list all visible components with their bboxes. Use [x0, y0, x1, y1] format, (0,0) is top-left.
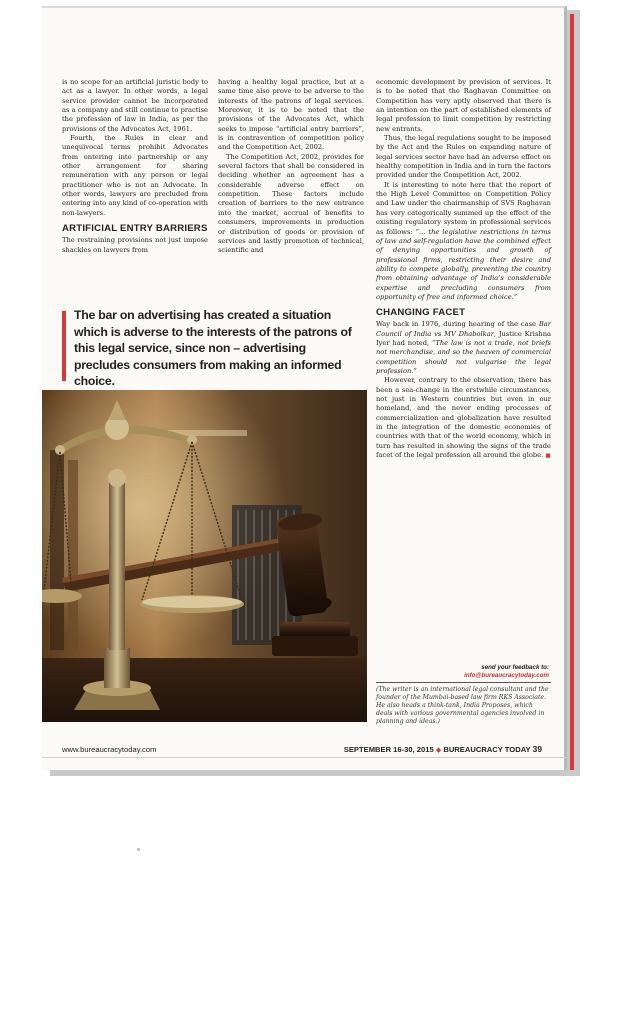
case-name: Bar Council of India vs MV Dhabolkar [376, 320, 551, 338]
article-column-3 [376, 78, 551, 461]
pull-quote [62, 307, 354, 388]
col3-paragraph-4-b: , Justice Krishna Iyer had noted, [376, 329, 551, 347]
col3-paragraph-4-a: Way back in 1976, during hearing of the case [376, 320, 539, 329]
col1-paragraph-2: Fourth, the Rules in clear and unequivocal terms prohibit Advocates from entering into partnership or any other arrangement for sharing remuneration with any person or legal practitioner who is not an Advocate. In other words, lawyers are precluded from entering into any kind of co-operation with non-lawyers. [62, 134, 208, 217]
pull-quote-text: The bar on advertising has created a situation which is adverse to the interests of the patrons of this legal service, since non – advertising precludes consumers from making an informed choice. [74, 308, 352, 388]
footer-date: SEPTEMBER 16-30, 2015 [343, 745, 434, 754]
bio-divider [376, 682, 551, 683]
col1-paragraph-3: The restraining provisions not just impose shackles on lawyers from [62, 236, 208, 254]
footer-magazine-name: BUREAUCRACY TODAY [443, 745, 531, 754]
col2-paragraph-2: The Competition Act, 2002, provides for several factors that shall be considered in deciding whether an agreement has a considerable adverse effect on competition. These factors include creation of barriers to the new entrance into the market, accrual of benefits to consumers, improvements in production or distribution of goods or provision of services and lastly promotion of technical, scientific and [218, 152, 364, 255]
col3-paragraph-5-text: However, contrary to the observation, there has been a sea-change in the erstwhile circumstances, not just in Western countries but even in our homeland, and the never ending processes of commercialization and globalization have resulted in the integration of the domestic economies of countries with that of the world economy, which in turn has resulted in showing the signs of the trade facet of the legal profession all around the globe. [376, 376, 551, 460]
feedback-label: send your feedback to: [481, 664, 549, 671]
col3-paragraph-3-lead: It is interesting to note here that the report of the High Level Committee on Competition Policy and Law under the chairmanship of SVS Raghavan has very categorically summed up the effect of the existing regulatory system in professional services as follows: [376, 180, 551, 236]
committee-quote: “... the legislative restrictions in terms of law and self-regulation have the combined effect of denying opportunities and growth of professional firms, restricting their desire and ability to compete globally, preventing the country from obtaining advantage of India’s considerable expertise and precluding consumers from opportunity of free and informed choice.” [376, 227, 551, 301]
footer-website[interactable]: www.bureaucracytoday.com [62, 745, 157, 754]
scales-gavel-illustration [42, 390, 367, 722]
pull-quote-bar [62, 311, 66, 381]
author-bio: (The writer is an international legal consultant and the founder of the Mumbai-based law firm RKS Associate. He also heads a think-tank, India Proposes, which deals with various governmental agencies involved in planning and ideas.) [376, 686, 549, 726]
col3-paragraph-2: Thus, the legal regulations sought to be imposed by the Act and the Rules on expanding nature of legal services sector have had an adverse effect on healthy competition in India and in turn the factors provided under the Competition Act, 2002. [376, 134, 551, 180]
scales-and-gavel-photo [42, 390, 367, 722]
article-column-1 [62, 78, 208, 255]
footer-page-number: 39 [532, 744, 542, 754]
scan-smudge [137, 848, 140, 851]
page-edge-accent [570, 14, 574, 770]
footer-diamond-icon: ◆ [435, 747, 442, 754]
feedback-email-link[interactable]: info@bureaucracytoday.com [464, 672, 549, 679]
section-heading-artificial-entry-barriers: ARTIFICIAL ENTRY BARRIERS [62, 223, 208, 235]
col3-paragraph-3 [376, 181, 551, 302]
col3-paragraph-5 [376, 376, 551, 461]
section-heading-changing-facet: CHANGING FACET [376, 307, 466, 319]
iyer-quote: “The law is not a trade, not briefs not merchandise, and so the heaven of commercial competition should not vulgarise the legal profession.” [376, 338, 551, 375]
footer-divider [42, 757, 567, 758]
article-column-2 [218, 78, 364, 256]
col3-paragraph-4 [376, 320, 551, 376]
col1-paragraph-1: is no scope for an artificial juristic body to act as a lawyer. In other words, a legal service provider cannot be incorporated as a company and still continue to practise the profession of law in India, as per the provisions of the Advocates Act, 1961. [62, 78, 208, 133]
col2-paragraph-1: having a healthy legal practice, but at a same time also prove to be adverse to the interests of the patrons of legal services. Moreover, it is to be noted that the provisions of the Advocates Act, which seeks to impose “artificial entry barriers”, is in contravention of competition policy and the Competition Act, 2002. [218, 78, 364, 152]
footer-issue-info [344, 744, 542, 754]
col3-paragraph-1: economic development by provision of services. It is to be noted that the Raghavan Committee on Competition has very aptly observed that there is an intention on the part of established elements of legal profession to limit competition by restricting new entrants. [376, 78, 551, 133]
end-mark: ■ [545, 453, 551, 460]
